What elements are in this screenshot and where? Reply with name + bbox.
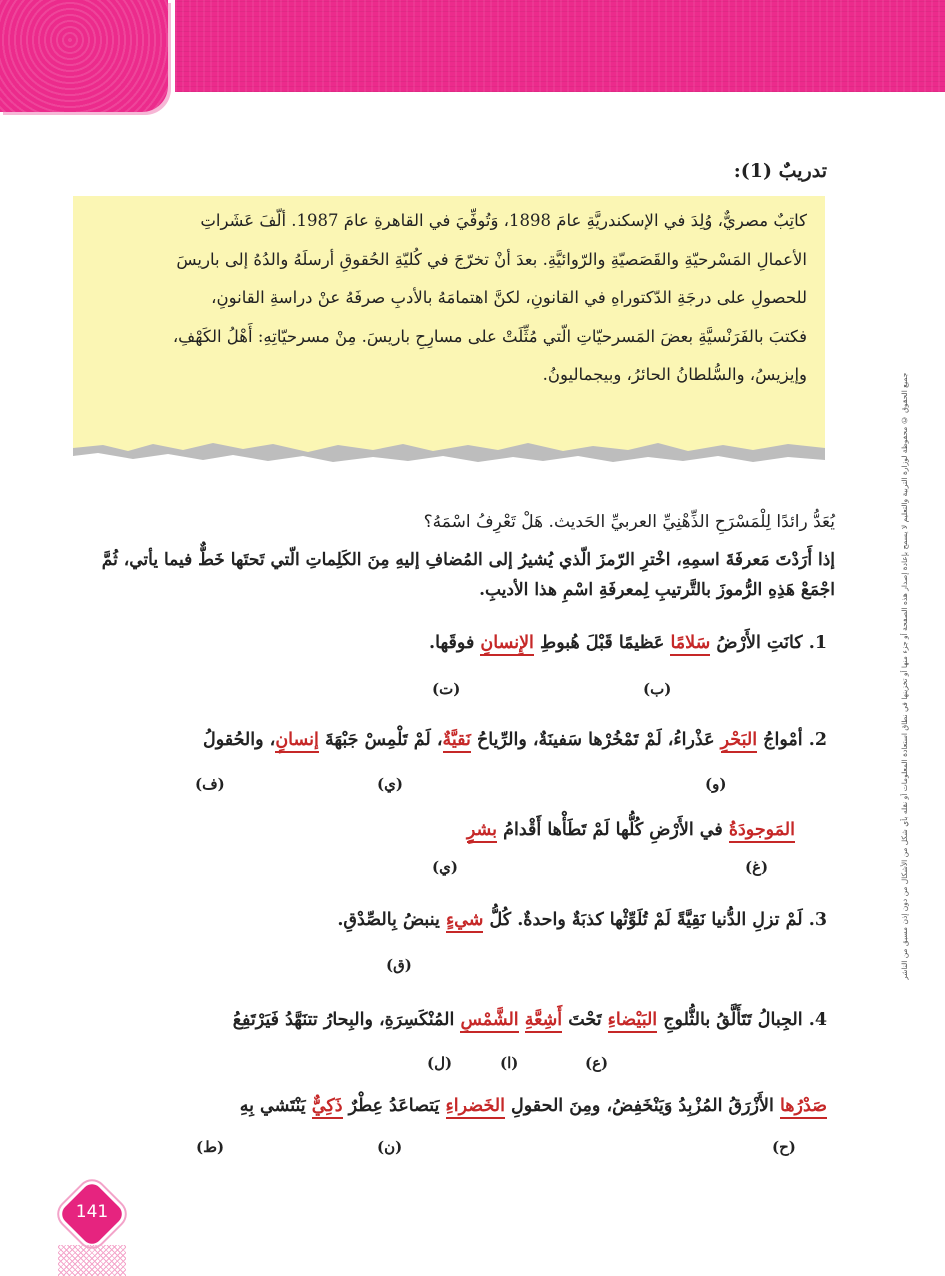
symbol-label: (ق) <box>386 956 412 974</box>
instruction-text: إذا أَرَدْتَ مَعرفَةَ اسمِهِ، اخْترِ الرّمزَ الّذي يُشيرُ إلى المُضافِ إليهِ مِنَ الكَلِماتِ الّتي تَحتَها خَطٌّ فيما يأتي، ثُمَّ اجْمَعْ هَذِهِ الرُّموزَ بالتَّرتيبِ لِمعرفَةِ اسْمِ هذا الأديبِ. <box>101 550 835 600</box>
symbol-label: (ي) <box>432 858 458 876</box>
underlined-word: الشَّمْسِ <box>460 1010 518 1033</box>
underlined-word: البَيْضاءِ <box>608 1010 658 1033</box>
header-band <box>175 0 945 92</box>
sentence-3: 3. لَمْ تزلِ الدُّنيا نَقِيَّةً لَمْ تُلَوِّثْها كذبَةٌ واحدةٌ. كُلُّ شيءٍ ينبضُ بِالصِّدْقِ. <box>337 910 827 930</box>
underlined-word: شيءٍ <box>446 910 483 933</box>
torn-paper-edge <box>73 432 825 472</box>
biography-box <box>73 196 825 472</box>
sentence-4-continued: صَدْرُها الأَزْرَقُ المُزْبِدُ وَيَنْخَفِضُ، ومِنَ الحقولِ الخَضراءِ يَتصاعَدُ عِطْرٌ ذَكِيٌّ يَنْتَشي بِهِ <box>240 1096 827 1116</box>
item-number: 4. <box>808 1010 827 1030</box>
underlined-word: أَشِعَّةِ <box>525 1010 562 1033</box>
underlined-word: سَلامًا <box>670 633 710 656</box>
item-number: 1. <box>808 633 827 653</box>
underlined-word: البَحْرِ <box>721 730 757 753</box>
sentence-2: 2. أمْواجُ البَحْرِ عَذْراءُ، لَمْ تَمْخُرْها سَفينَةٌ، والرِّياحُ نَقيَّةٌ، لَمْ تَلْمِسْ جَبْهَةَ إنسانٍ، والحُقولُ <box>203 730 827 750</box>
symbol-label: (ل) <box>427 1054 453 1072</box>
symbol-label: (ط) <box>196 1138 225 1156</box>
bio-line: فكتبَ بالفَرَنْسيَّةِ بعضَ المَسرحيّاتِ الّتي مُثِّلَتْ على مسارِحِ باريسَ. مِنْ مسرحيّاتِهِ: أَهْلُ الكَهْفِ، <box>172 326 807 346</box>
symbol-label: (ت) <box>432 680 461 698</box>
symbol-label: (و) <box>705 775 727 793</box>
symbol-label: (ي) <box>377 775 403 793</box>
exercise-title: تدريبٌ (1): <box>733 160 827 182</box>
symbol-label: (ح) <box>772 1138 796 1156</box>
copyright-note: جميع الحقوق © محفوظة لوزارة التربية والتعليم لا يسمح بإعادة إصدار هذه الصفحة أو جزء منها أو تخزينها في نطاق استعادة المعلومات أو نقله بأي شكل من الأشكال من دون إذن مسبق من الناشر <box>900 372 909 980</box>
bio-line: الأعمالِ المَسْرحيّةِ والقَصَصيّةِ والرّوائيَّةِ. بعدَ أنْ تخرّجَ في كُليّةِ الحُقوقِ أرسلَهُ والدُهُ إلى باريسَ <box>176 249 807 269</box>
item-number: 3. <box>808 910 827 930</box>
underlined-word: المَوجودَةُ <box>729 820 795 843</box>
underlined-word: صَدْرُها <box>780 1096 827 1119</box>
underlined-word: نَقيَّةٌ <box>443 730 471 753</box>
underlined-word: ذَكِيٌّ <box>312 1096 343 1119</box>
page-number: 141 <box>75 1202 109 1222</box>
page-pattern <box>58 1245 126 1276</box>
page-number-badge <box>58 1190 126 1276</box>
underlined-word: الخَضراءِ <box>446 1096 505 1119</box>
corner-decoration <box>0 0 168 112</box>
bio-line: للحصولِ على درجَةِ الدّكتوراهِ في القانونِ، لكنَّ اهتمامَهُ بالأدبِ صرفَهُ عنْ دراسةِ القانونِ، <box>211 288 807 307</box>
symbol-label: (ن) <box>377 1138 403 1156</box>
bio-line: وإيزيسُ، والسُّلطانُ الحائرُ، وبيجماليونُ. <box>542 365 807 384</box>
symbol-label: (ع) <box>585 1054 609 1072</box>
biography-text <box>101 202 807 395</box>
sentence-4: 4. الجِبالُ تَتَأَلَّقُ بالثُّلوجِ البَيْضاءِ تَحْتَ أَشِعَّةِ الشَّمْسِ المُنْكَسِرَةِ، والبِحارُ تتنَهَّدُ فَيَرْتَفِعُ <box>233 1010 827 1030</box>
bio-line: كاتِبٌ مصريٌّ، وُلِدَ في الإسكندريَّةِ عامَ 1898، وَتُوفِّيَ في القاهرةِ عامَ 1987. ألّفَ عَشَراتِ <box>200 211 807 230</box>
item-number: 2. <box>808 730 827 750</box>
underlined-word: الإِنسانِ <box>480 633 534 656</box>
intro-question: يُعَدُّ رائدًا لِلْمَسْرَحِ الذِّهْنِيِّ العربيِّ الحَديث. هَلْ تَعْرِفُ اسْمَهُ؟ <box>423 512 835 532</box>
sentence-2-continued: المَوجودَةُ في الأَرْضِ كُلُّها لَمْ تَطَأْها أَقْدامُ بشرٍ <box>467 820 795 840</box>
symbol-label: (ف) <box>195 775 225 793</box>
symbol-label: (ا) <box>500 1054 519 1072</box>
symbol-label: (غ) <box>745 858 769 876</box>
symbol-label: (ب) <box>643 680 672 698</box>
underlined-word: إنسانٍ <box>275 730 319 753</box>
underlined-word: بشرٍ <box>467 820 497 843</box>
sentence-1: 1. كانَتِ الأَرْضُ سَلامًا عَظيمًا قَبْلَ هُبوطِ الإِنسانِ فوقَها. <box>429 633 827 653</box>
